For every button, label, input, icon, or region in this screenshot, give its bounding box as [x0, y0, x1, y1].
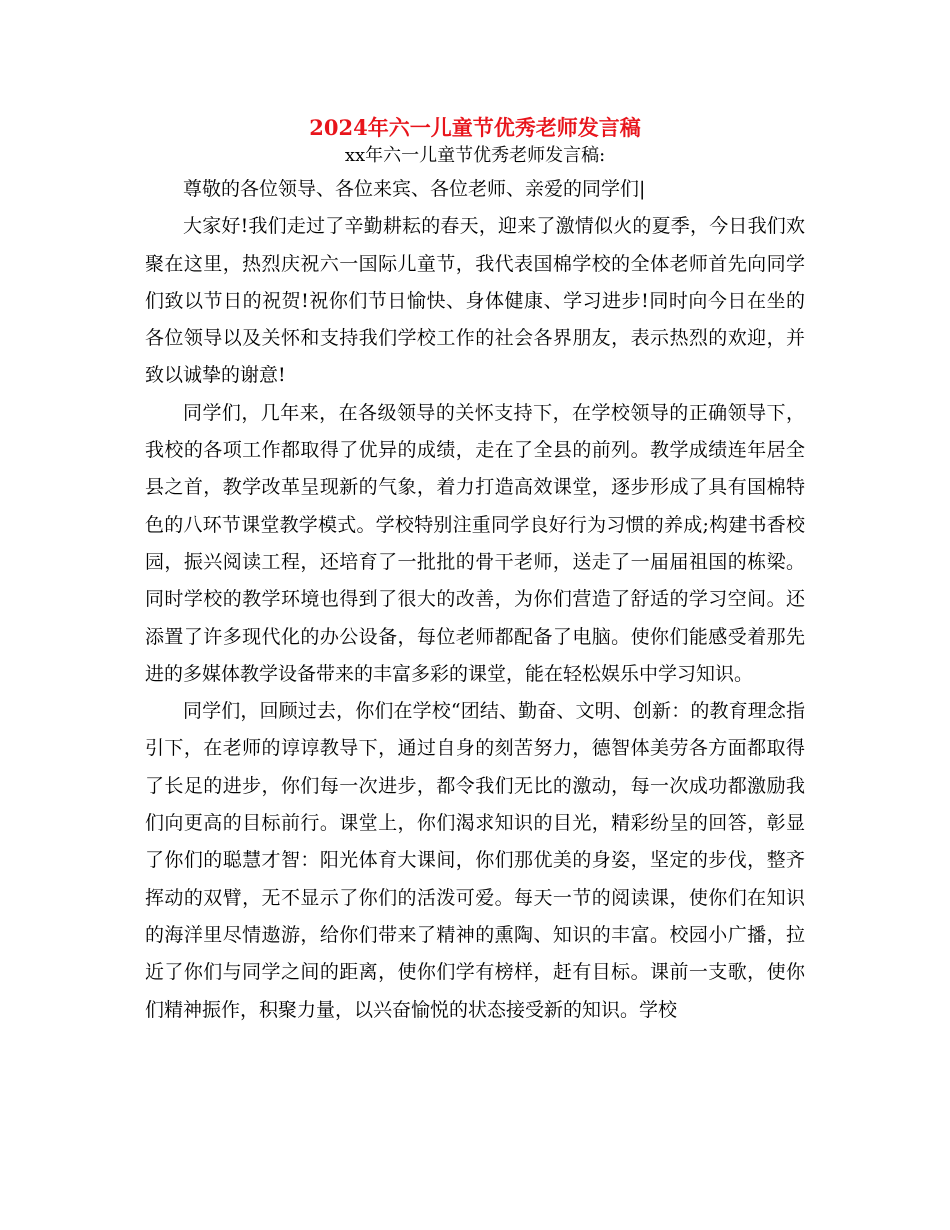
salutation-paragraph: 尊敬的各位领导、各位来宾、各位老师、亲爱的同学们|	[183, 178, 646, 200]
review-paragraph: 同学们，回顾过去，你们在学校“团结、勤奋、文明、创新：的教育理念指引下，在老师的谆谆教导下，通过自身的刻苦努力，德智体美劳各方面都取得了长足的进步，你们每一次进步，都令我们无比的激动，每一次成功都激励我们向更高的目标前行。课堂上，你们渴求知识的目光，精彩纷呈的回答，彰显了你们的聪慧才智：阳光体育大课间，你们那优美的身姿，坚定的步伐，整齐挥动的双臂，无不显示了你们的活泼可爱。每天一节的阅读课，使你们在知识的海洋里尽情遨游，给你们带来了精神的熏陶、知识的丰富。校园小广播，拉近了你们与同学之间的距离，使你们学有榜样，赶有目标。课前一支歌，使你们精神振作，积聚力量，以兴奋愉悦的状态接受新的知识。学校	[145, 700, 805, 1021]
document-body	[145, 171, 805, 1029]
document-title: 2024年六一儿童节优秀老师发言稿	[309, 115, 641, 140]
achievements-paragraph: 同学们，几年来，在各级领导的关怀支持下，在学校领导的正确领导下，我校的各项工作都取得了优异的成绩，走在了全县的前列。教学成绩连年居全县之首，教学改革呈现新的气象，着力打造高效课堂，逐步形成了具有国棉特色的八环节课堂教学模式。学校特别注重同学良好行为习惯的养成;构建书香校园，振兴阅读工程，还培育了一批批的骨干老师，送走了一届届祖国的栋梁。同时学校的教学环境也得到了很大的改善，为你们营造了舒适的学习空间。还添置了许多现代化的办公设备，每位老师都配备了电脑。使你们能感受着那先进的多媒体教学设备带来的丰富多彩的课堂，能在轻松娱乐中学习知识。	[145, 401, 805, 685]
document-subtitle: xx年六一儿童节优秀老师发言稿:	[344, 145, 606, 166]
greeting-paragraph: 大家好!我们走过了辛勤耕耘的春天，迎来了激情似火的夏季，今日我们欢聚在这里，热烈庆祝六一国际儿童节，我代表国棉学校的全体老师首先向同学们致以节日的祝贺!祝你们节日愉快、身体健康、学习进步!同时向今日在坐的各位领导以及关怀和支持我们学校工作的社会各界朋友，表示热烈的欢迎，并致以诚挚的谢意!	[145, 215, 805, 387]
